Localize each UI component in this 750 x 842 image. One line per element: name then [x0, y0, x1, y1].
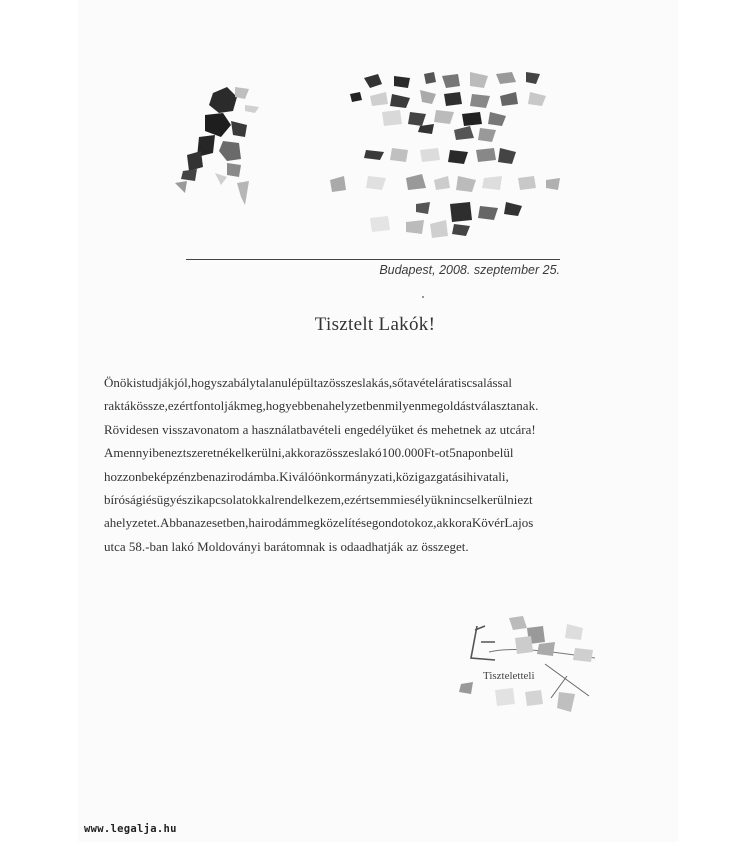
- body-word: elkerülni: [471, 491, 518, 507]
- body-word: tudják: [141, 375, 175, 390]
- body-word: kapcsolatokkal: [196, 491, 275, 507]
- closing: Tiszteletteli: [483, 670, 535, 682]
- body-word: hozzon: [104, 468, 142, 484]
- salutation: Tisztelt Lakók!: [314, 314, 436, 335]
- body-word: össze,: [136, 398, 168, 414]
- letter-body: [104, 371, 674, 558]
- body-word: ebben: [291, 398, 323, 414]
- body-word: hogy: [265, 398, 292, 414]
- body-word: ezért: [167, 398, 194, 414]
- body-word: Ft-ot: [423, 445, 450, 461]
- body-word: sőt: [392, 375, 408, 390]
- body-word: szabálytalanul: [217, 375, 292, 390]
- redacted-letterhead: [330, 68, 570, 253]
- body-word: elkerülni,: [235, 445, 285, 461]
- body-word: Kövér: [471, 515, 505, 531]
- body-word: ezt: [171, 445, 187, 461]
- body-word: önkormányzati,: [314, 468, 396, 484]
- body-line: utca 58.-ban lakó Moldoványi barátomnak is odaadhatják az összeget.: [104, 538, 469, 554]
- place-date: Budapest, 2008. szeptember 25.: [379, 263, 560, 277]
- body-word: okoz,: [408, 515, 437, 531]
- body-word: Önök: [104, 375, 133, 390]
- redacted-signature: [455, 612, 605, 717]
- body-word: lakás,: [362, 375, 393, 390]
- body-word: választanak.: [474, 398, 539, 414]
- body-word: megközelítése: [297, 515, 372, 531]
- body-word: akkor: [284, 445, 315, 461]
- body-word: hogy: [191, 375, 218, 390]
- body-word: nincs: [443, 491, 472, 507]
- body-word: akkor: [436, 515, 467, 531]
- body-line: [104, 394, 674, 417]
- body-word: jól,: [174, 375, 192, 390]
- body-word: irodám: [260, 515, 298, 531]
- body-word: rendelkezem,: [274, 491, 345, 507]
- body-word: Kiváló: [279, 468, 315, 484]
- body-word: irodámba.: [226, 468, 280, 484]
- body-line: [104, 488, 674, 511]
- body-word: ezt: [517, 491, 533, 507]
- body-word: gondot: [371, 515, 408, 531]
- body-word: Lajos: [504, 515, 534, 531]
- body-word: esetben,: [206, 515, 249, 531]
- body-word: a: [407, 375, 414, 390]
- watermark: www.legalja.hu: [84, 823, 177, 835]
- body-word: a: [104, 515, 110, 531]
- body-word: csalással: [466, 375, 512, 390]
- body-line: [104, 511, 674, 534]
- body-word: Abban: [159, 515, 195, 531]
- body-word: is: [457, 375, 467, 390]
- body-line: [104, 441, 674, 464]
- body-word: lakó: [359, 445, 382, 461]
- body-word: milyen: [384, 398, 421, 414]
- body-word: épült: [291, 375, 318, 390]
- body-word: meg,: [240, 398, 266, 414]
- body-word: ha: [248, 515, 261, 531]
- body-word: ügyészi: [156, 491, 197, 507]
- body-word: Amennyiben: [104, 445, 172, 461]
- body-word: az: [314, 445, 327, 461]
- body-word: szeretnék: [186, 445, 236, 461]
- body-word: az: [317, 375, 329, 390]
- body-word: bírósági: [104, 491, 146, 507]
- body-word: összes: [326, 445, 360, 461]
- speck: [422, 296, 424, 298]
- body-word: ezért: [344, 491, 370, 507]
- body-word: be: [141, 468, 154, 484]
- body-line: [104, 465, 674, 488]
- body-word: az: [215, 468, 227, 484]
- body-word: és: [145, 491, 157, 507]
- body-word: vételárat: [413, 375, 458, 390]
- body-word: esélyük: [404, 491, 444, 507]
- body-word: 100.000: [381, 445, 424, 461]
- body-word: napon: [455, 445, 488, 461]
- body-line: Rövidesen visszavonatom a használatbavételi engedélyüket és mehetnek az utcára!: [104, 421, 536, 437]
- body-word: helyzetet.: [109, 515, 160, 531]
- body-word: megoldást: [421, 398, 475, 414]
- body-word: is: [132, 375, 142, 390]
- body-word: összes: [328, 375, 363, 390]
- body-word: a: [466, 515, 472, 531]
- body-word: a: [322, 398, 329, 414]
- body-word: 5: [449, 445, 456, 461]
- body-word: semmi: [369, 491, 405, 507]
- body-word: rakták: [104, 398, 137, 414]
- body-word: fontolják: [193, 398, 241, 414]
- body-word: hivatali,: [466, 468, 509, 484]
- letterhead-rule: [186, 259, 560, 260]
- redacted-logo: [175, 85, 265, 210]
- body-word: közigazgatási: [395, 468, 467, 484]
- body-line: [104, 371, 674, 394]
- body-word: belül: [487, 445, 514, 461]
- body-word: az: [194, 515, 207, 531]
- body-word: helyzetben: [328, 398, 385, 414]
- body-word: képzénzben: [153, 468, 216, 484]
